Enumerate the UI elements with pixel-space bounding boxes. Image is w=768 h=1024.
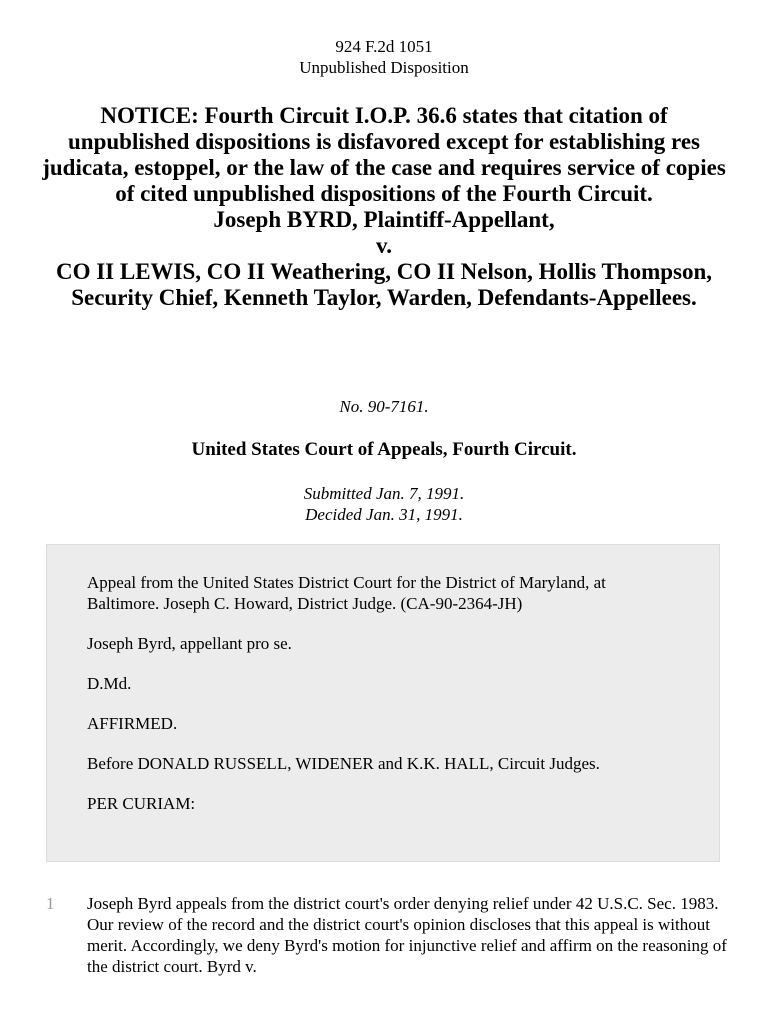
case-dates (0, 483, 768, 525)
paragraph-text: Joseph Byrd appeals from the district court's order denying relief under 42 U.S.C. Sec. 1983. Our review of the record and the district court's opinion discloses that this appeal is without merit. Accordingly, we deny Byrd's motion for injunctive relief and affirm on the reasoning of the district court. Byrd v. (87, 894, 727, 976)
defendants-names: CO II LEWIS, CO II Weathering, CO II Nelson, Hollis Thompson, Security Chief, Kenneth Taylor, Warden, Defendants-Appellees. (55, 259, 713, 310)
appeal-from-text: Appeal from the United States District Court for the District of Maryland, at Baltimore. Joseph C. Howard, District Judge. (CA-90-2364-JH) (87, 573, 606, 613)
case-summary-box (46, 544, 720, 862)
plaintiff-name: Joseph BYRD, Plaintiff-Appellant, (213, 207, 555, 232)
disposition-label: Unpublished Disposition (299, 58, 469, 77)
case-title (40, 103, 728, 311)
court-name: United States Court of Appeals, Fourth Circuit. (191, 439, 577, 460)
decided-date: Decided Jan. 31, 1991. (305, 505, 463, 524)
notice-text: NOTICE: Fourth Circuit I.O.P. 36.6 states that citation of unpublished dispositions is disfavored except for establishing res judicata, estoppel, or the law of the case and requires service of copies of cited unpublished dispositions of the Fourth Circuit. (42, 103, 726, 206)
result-text: AFFIRMED. (87, 714, 178, 733)
docket-number: No. 90-7161. (339, 397, 429, 416)
submitted-date: Submitted Jan. 7, 1991. (303, 484, 465, 503)
citation-header (0, 36, 768, 78)
paragraph-number: 1 (46, 894, 55, 913)
per-curiam-text: PER CURIAM: (87, 794, 196, 813)
panel-text: Before DONALD RUSSELL, WIDENER and K.K. HALL, Circuit Judges. (87, 754, 600, 773)
reporter-citation: 924 F.2d 1051 (335, 37, 433, 56)
counsel-text: Joseph Byrd, appellant pro se. (87, 634, 292, 653)
versus-label: v. (376, 233, 392, 258)
district-text: D.Md. (87, 674, 132, 693)
